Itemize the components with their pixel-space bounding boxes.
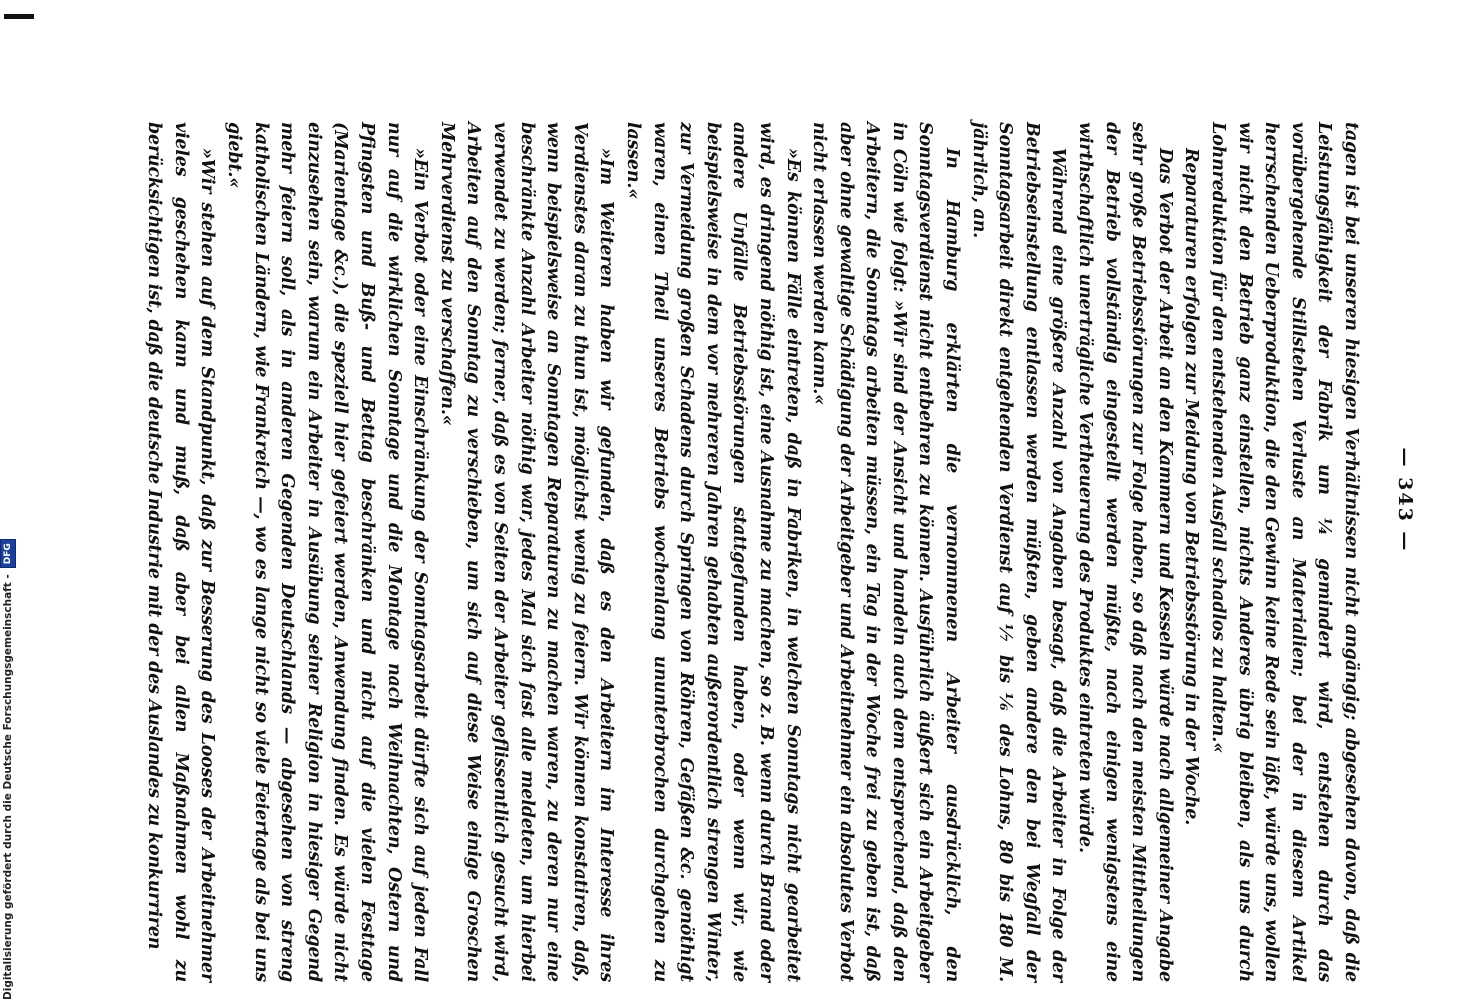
paragraph: In Hamburg erklärten die vernommenen Arbeiter ausdrücklich, den Sonntagsverdienst nicht entbehren zu können. Ausführlich äußert sich ein Arbeitgeber in Cöln wie folgt: »Wir sind der Ansicht und handeln auch dem entsprechend, daß den Arbeitern, die Sonntags arbeiten müssen, ein Tag in der Woche frei zu geben ist, daß aber ohne gewaltige Schädigung der Arbeitgeber und Arbeitnehmer ein absolutes Verbot nicht erlassen werden kann.« (809, 122, 963, 982)
dfg-logo: DFG (0, 539, 16, 568)
paragraph-quote: »Wir stehen auf dem Standpunkt, daß zur Besserung des Looses der Arbeitnehmer vieles geschehen kann und muß, daß aber bei allen Maßnahmen wohl zu berücksichtigen ist, daß die deutsche Industrie mit der des Auslandes zu konkurriren (144, 122, 218, 982)
body-text (104, 122, 1364, 982)
paragraph: Während eine größere Anzahl von Angaben besagt, daß die Arbeiter in Folge der Betriebseinstellung entlassen werden müßten, geben andere den bei Wegfall der Sonntagsarbeit direkt entgehenden Verdienst auf ⅐ bis ⅙ des Lohns, 80 bis 180 M. jährlich, an. (968, 122, 1069, 982)
paragraph-quote: »Es können Fälle eintreten, daß in Fabriken, in welchen Sonntags nicht gearbeitet wird, es dringend nöthig ist, eine Ausnahme zu machen, so z. B. wenn durch Brand oder andere Unfälle Betriebsstörungen stattgefunden haben, oder wenn wir, wie beispielsweise in dem vor mehreren Jahren gehabten außerordentlich strengen Winter, zur Vermeidung großen Schadens durch Springen von Röhren, Gefäßen &c. genöthigt waren, einen Theil unseres Betriebs wochenlang ununterbrochen durchgehen zu lassen.« (622, 122, 803, 982)
page-number: — 343 — (1394, 447, 1416, 553)
paragraph-continued: tagen ist bei unseren hiesigen Verhältnissen nicht angängig; abgesehen davon, daß die Leistungsfähigkeit der Fabrik um ¼ gemindert wird, entstehen durch das vorübergehende Stillstehen Verluste an Materialien; bei der in diesem Artikel herrschenden Ueberproduktion, die den Gewinn keine Rede sein läßt, würde uns, wollen wir nicht den Betrieb ganz einstellen, nichts Anderes übrig bleiben, als uns durch Lohnreduktion für den entstehenden Ausfall schadlos zu halten.« (1208, 122, 1361, 982)
digitization-credit-text (0, 0, 16, 1000)
paragraph: Das Verbot der Arbeit an den Kammern und Kesseln würde nach allgemeiner Angabe sehr große Betriebsstörungen zur Folge haben, so daß nach den meisten Mittheilungen der Betrieb vollständig eingestellt werden müßte, nach einigen wenigstens eine wirthschaftlich unerträgliche Vertheuerung des Produktes eintreten würde. (1075, 122, 1175, 982)
paragraph-quote: »Im Weiteren haben wir gefunden, daß es den Arbeitern im Interesse ihres Verdienstes daran zu thun ist, möglichst wenig zu feiern. Wir können konstatiren, daß, wenn beispielsweise an Sonntagen Reparaturen zu machen waren, zu deren nur eine beschränkte Anzahl Arbeiter nöthig war, jedes Mal sich fast alle meldeten, um hierbei verwendet zu werden; ferner, daß es von Seiten der Arbeiter geflissentlich gesucht wird, Arbeiten auf den Sonntag zu verschieben, um sich auf diese Weise einige Groschen Mehrverdienst zu verschaffen.« (436, 122, 617, 982)
digitization-credit (0, 0, 16, 1000)
paragraph-quote: »Ein Verbot oder eine Einschränkung der Sonntagsarbeit dürfte sich auf jeden Fall nur auf die wirklichen Sonntage und die Montage nach Weihnachten, Ostern und Pfingsten und Buß- und Bettag beschränken und nicht auf die vielen Festtage (Marientage &c.), die speziell hier gefeiert werden, Anwendung finden. Es würde nicht einzusehen sein, warum ein Arbeiter in Ausübung seiner Religion in hiesiger Gegend mehr feiern soll, als in anderen Gegenden Deutschlands — abgesehen von streng katholischen Ländern, wie Frankreich —, wo es lange nicht so viele Feiertage als bei uns giebt.« (224, 122, 431, 982)
paragraph: Reparaturen erfolgen zur Meidung von Betriebsstörung in der Woche. (1181, 148, 1202, 826)
credit-label: Digitalisierung gefördert durch die Deutsche Forschungsgemeinschaft - (2, 574, 14, 1000)
